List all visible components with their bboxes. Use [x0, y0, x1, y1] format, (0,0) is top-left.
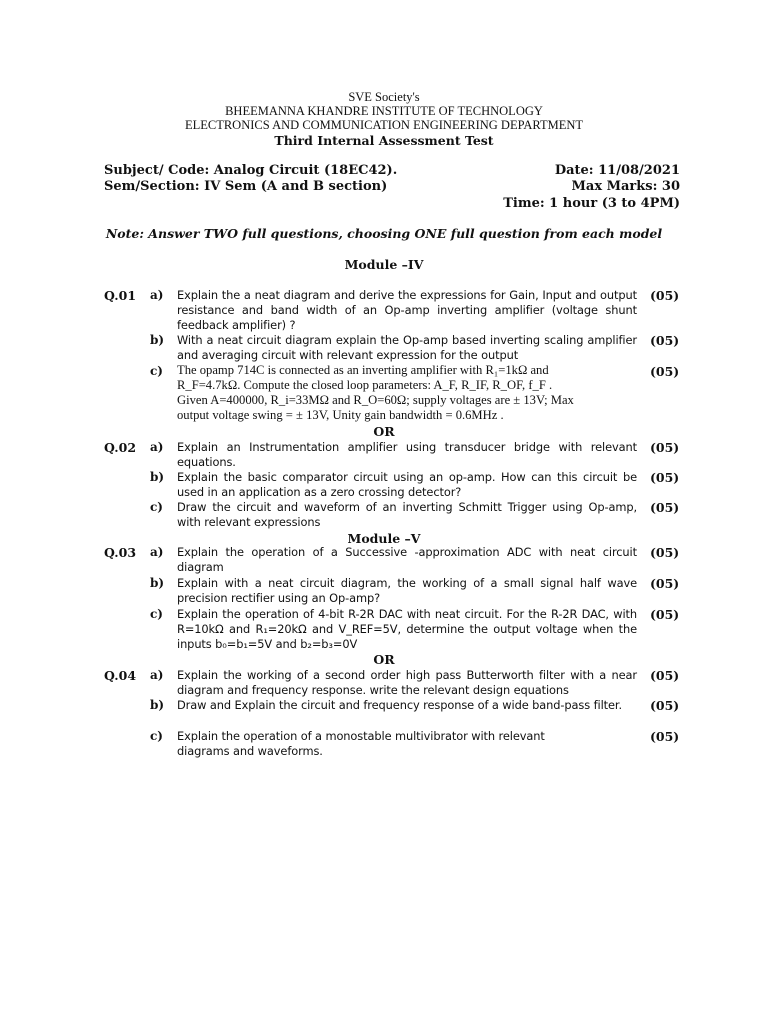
sem-section: Sem/Section: IV Sem (A and B section)	[104, 179, 388, 194]
part-label: b)	[150, 470, 165, 484]
or-separator: OR	[373, 424, 395, 439]
marks: (05)	[650, 364, 680, 379]
exam-date: Date: 11/08/2021	[554, 163, 680, 178]
marks: (05)	[650, 470, 680, 485]
part-label: b)	[150, 333, 165, 347]
subject-code: Subject/ Code: Analog Circuit (18EC42).	[104, 163, 398, 178]
max-marks: Max Marks: 30	[571, 179, 680, 194]
part-label: c)	[150, 607, 163, 621]
marks: (05)	[650, 607, 680, 622]
society-name: SVE Society's	[348, 90, 420, 104]
marks: (05)	[650, 545, 680, 560]
department-name: ELECTRONICS AND COMMUNICATION ENGINEERING DEPARTMENT	[184, 118, 584, 132]
question-text: Explain the working of a second order high pass Butterworth filter with a near diagram and frequency response. write the relevant design equations	[177, 668, 637, 697]
marks: (05)	[650, 729, 680, 744]
part-label: b)	[150, 698, 165, 712]
question-text: Explain the operation of 4-bit R-2R DAC with neat circuit. For the R-2R DAC, with R=10kΩ and R₁=20kΩ and V_REF=5V, determine the output voltage when the inputs b₀=b₁=5V and b₂=b₃=0V	[177, 607, 637, 651]
question-number: Q.01	[104, 288, 137, 303]
marks: (05)	[650, 333, 680, 348]
question-text: Draw and Explain the circuit and frequency response of a wide band-pass filter.	[177, 698, 622, 712]
question-text: With a neat circuit diagram explain the Op-amp based inverting scaling amplifier and averaging circuit with relevant expression for the output	[177, 333, 637, 362]
question-number: Q.02	[104, 440, 137, 455]
part-label: c)	[150, 364, 163, 378]
part-label: a)	[150, 288, 164, 302]
marks: (05)	[650, 698, 680, 713]
question-text: Explain with a neat circuit diagram, the working of a small signal half wave precision rectifier using an Op-amp?	[177, 576, 637, 605]
part-label: a)	[150, 545, 164, 559]
question-text: Explain an Instrumentation amplifier using transducer bridge with relevant equations.	[177, 440, 637, 469]
instruction-note: Note: Answer TWO full questions, choosing ONE full question from each model	[105, 226, 663, 241]
exam-time: Time: 1 hour (3 to 4PM)	[503, 196, 680, 211]
marks: (05)	[650, 576, 680, 591]
or-separator: OR	[373, 652, 395, 667]
module-iv-heading: Module –IV	[344, 257, 424, 272]
part-label: a)	[150, 668, 164, 682]
marks: (05)	[650, 668, 680, 683]
marks: (05)	[650, 440, 680, 455]
question-text: Explain the operation of a Successive -approximation ADC with neat circuit diagram	[177, 545, 637, 574]
part-label: c)	[150, 500, 163, 514]
marks: (05)	[650, 288, 680, 303]
institute-name: BHEEMANNA KHANDRE INSTITUTE OF TECHNOLOGY	[225, 104, 543, 118]
test-title: Third Internal Assessment Test	[274, 133, 494, 148]
question-text: Explain the basic comparator circuit using an op-amp. How can this circuit be used in an application as a zero crossing detector?	[177, 470, 637, 499]
question-text: Explain the operation of a monostable multivibrator with relevant diagrams and waveforms.	[177, 729, 545, 758]
question-number: Q.04	[104, 668, 137, 683]
question-text: The opamp 714C is connected as an inverting amplifier with R₁=1kΩ and R_F=4.7kΩ. Compute the closed loop parameters: A_F, R_IF, R_OF, f_F . Given A=400000, R_i=33MΩ and R_O=60Ω; supply voltages are ± 13V; Max output voltage swing = ± 13V, Unity gain bandwidth = 0.6MHz .	[177, 363, 574, 422]
module-v-heading: Module –V	[347, 531, 421, 546]
part-label: b)	[150, 576, 165, 590]
part-label: c)	[150, 729, 163, 743]
question-number: Q.03	[104, 545, 137, 560]
question-text: Explain the a neat diagram and derive the expressions for Gain, Input and output resistance and band width of an Op-amp inverting amplifier (voltage shunt feedback amplifier) ?	[177, 288, 637, 332]
part-label: a)	[150, 440, 164, 454]
marks: (05)	[650, 500, 680, 515]
question-text: Draw the circuit and waveform of an inverting Schmitt Trigger using Op-amp, with relevant expressions	[177, 500, 637, 529]
